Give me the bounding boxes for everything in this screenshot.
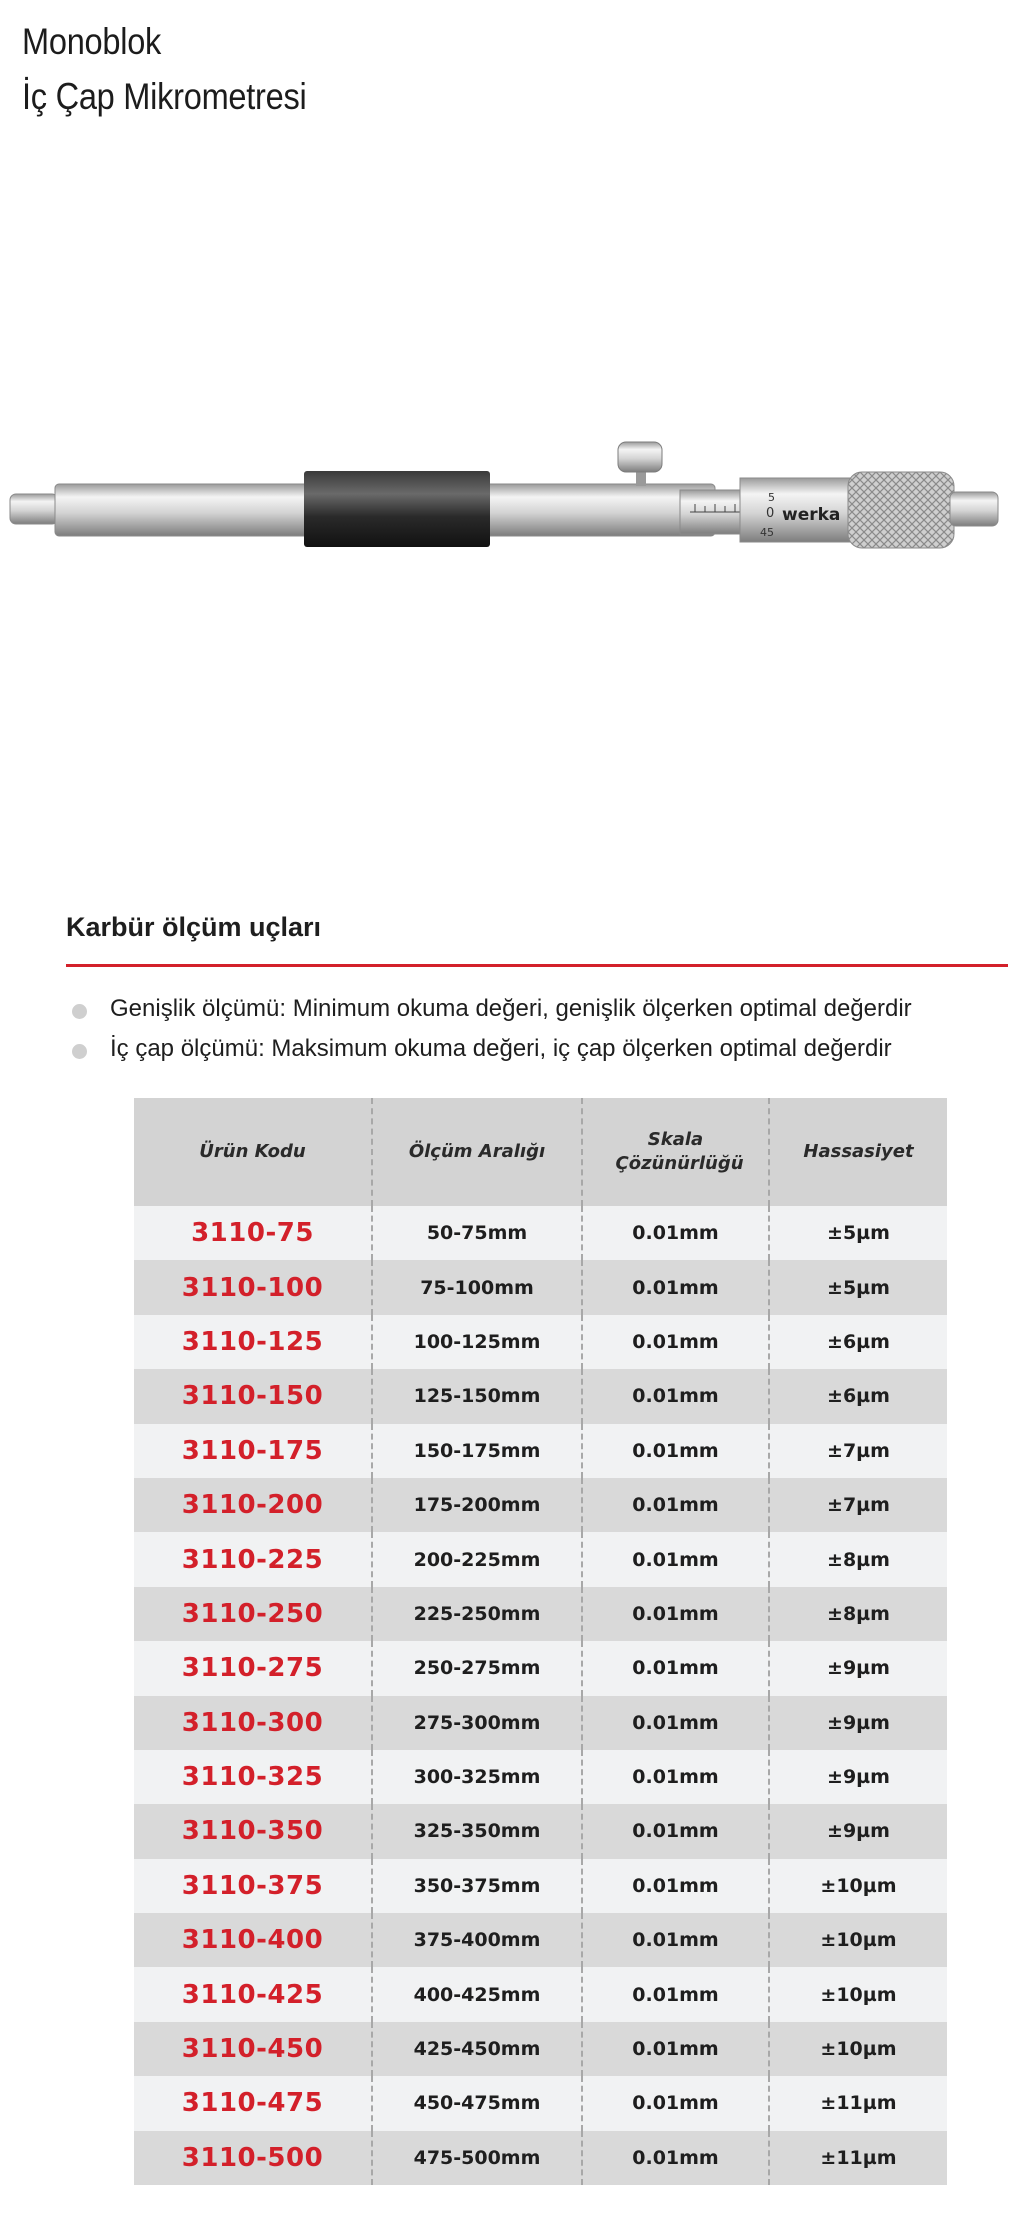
table-row: [134, 2131, 947, 2185]
resolution-cell: 0.01mm: [583, 1260, 770, 1314]
table-row: [134, 1804, 947, 1858]
scale-mark-top: 5: [768, 491, 775, 504]
product-code-cell: 3110-200: [134, 1478, 373, 1532]
resolution-cell: 0.01mm: [583, 1532, 770, 1586]
header-resolution: [583, 1098, 770, 1206]
scale-mark-bottom: 45: [760, 526, 774, 539]
range-cell: 250-275mm: [373, 1641, 583, 1695]
product-code-cell: 3110-375: [134, 1859, 373, 1913]
accuracy-cell: ±9µm: [827, 1657, 890, 1680]
right-anvil: [950, 492, 998, 526]
product-code-cell: 3110-275: [134, 1641, 373, 1695]
range-cell: 75-100mm: [373, 1260, 583, 1314]
range-cell: 425-450mm: [373, 2022, 583, 2076]
table-row: [134, 1913, 947, 1967]
table-row: [134, 1967, 947, 2021]
accuracy-cell: ±6µm: [827, 1330, 890, 1353]
grip-sleeve: [304, 471, 490, 547]
table-row: [134, 1369, 947, 1423]
table-body: [134, 1206, 947, 2185]
accuracy-cell: ±9µm: [827, 1820, 890, 1843]
range-cell: 450-475mm: [373, 2076, 583, 2130]
range-cell: 325-350mm: [373, 1804, 583, 1858]
resolution-cell: 0.01mm: [583, 1424, 770, 1478]
accuracy-cell: ±9µm: [827, 1711, 890, 1734]
product-code-cell: 3110-475: [134, 2076, 373, 2130]
accuracy-cell: ±7µm: [827, 1439, 890, 1462]
left-anvil: [10, 494, 58, 524]
product-code-cell: 3110-125: [134, 1315, 373, 1369]
product-code-cell: 3110-350: [134, 1804, 373, 1858]
product-code-cell: 3110-450: [134, 2022, 373, 2076]
accuracy-cell: ±5µm: [827, 1276, 890, 1299]
accuracy-cell: ±11µm: [820, 2146, 897, 2169]
resolution-cell: 0.01mm: [583, 2076, 770, 2130]
brand-label: werka: [782, 505, 841, 525]
resolution-cell: 0.01mm: [583, 2022, 770, 2076]
scale-mark-zero: 0: [766, 506, 775, 521]
product-code-cell: 3110-225: [134, 1532, 373, 1586]
product-code-cell: 3110-500: [134, 2131, 373, 2185]
table-row: [134, 2076, 947, 2130]
list-item: [66, 994, 1016, 1034]
feature-list: [66, 994, 1016, 1074]
table-row: [134, 1859, 947, 1913]
product-code-cell: 3110-250: [134, 1587, 373, 1641]
accuracy-cell: ±9µm: [827, 1766, 890, 1789]
product-code-cell: 3110-400: [134, 1913, 373, 1967]
range-cell: 400-425mm: [373, 1967, 583, 2021]
resolution-cell: 0.01mm: [583, 1967, 770, 2021]
table-row: [134, 1750, 947, 1804]
list-item: [66, 1034, 1016, 1074]
accuracy-cell: ±11µm: [820, 2092, 897, 2115]
range-cell: 125-150mm: [373, 1369, 583, 1423]
resolution-cell: 0.01mm: [583, 1587, 770, 1641]
title-line-1: Monoblok: [22, 21, 162, 62]
accuracy-cell: ±8µm: [827, 1548, 890, 1571]
accuracy-cell: ±8µm: [827, 1602, 890, 1625]
table-row: [134, 1641, 947, 1695]
accuracy-cell: ±10µm: [820, 1874, 897, 1897]
range-cell: 375-400mm: [373, 1913, 583, 1967]
micrometer-image: [0, 420, 1024, 600]
product-code-cell: 3110-425: [134, 1967, 373, 2021]
header-range: Ölçüm Aralığı: [373, 1098, 583, 1206]
range-cell: 200-225mm: [373, 1532, 583, 1586]
spec-table: [134, 1098, 947, 2185]
table-header: [134, 1098, 947, 1206]
resolution-cell: 0.01mm: [583, 1913, 770, 1967]
accuracy-cell: ±5µm: [827, 1222, 890, 1245]
product-code-cell: 3110-300: [134, 1696, 373, 1750]
bullet-dot-icon: [72, 1004, 87, 1019]
range-cell: 275-300mm: [373, 1696, 583, 1750]
list-item-text: İç çap ölçümü: Maksimum okuma değeri, iç çap ölçerken optimal değerdir: [110, 1035, 892, 1062]
product-code-cell: 3110-150: [134, 1369, 373, 1423]
range-cell: 350-375mm: [373, 1859, 583, 1913]
bullet-dot-icon: [72, 1044, 87, 1059]
table-row: [134, 1260, 947, 1314]
list-item-text: Genişlik ölçümü: Minimum okuma değeri, genişlik ölçerken optimal değerdir: [110, 995, 912, 1022]
product-code-cell: 3110-75: [134, 1206, 373, 1260]
table-row: [134, 1206, 947, 1260]
product-code-cell: 3110-175: [134, 1424, 373, 1478]
header-accuracy: Hassasiyet: [803, 1141, 914, 1162]
table-row: [134, 2022, 947, 2076]
resolution-cell: 0.01mm: [583, 2131, 770, 2185]
range-cell: 225-250mm: [373, 1587, 583, 1641]
range-cell: 150-175mm: [373, 1424, 583, 1478]
page-title: [22, 14, 306, 124]
header-product-code: Ürün Kodu: [134, 1098, 373, 1206]
resolution-cell: 0.01mm: [583, 1369, 770, 1423]
knurled-ratchet: [848, 472, 954, 548]
table-row: [134, 1532, 947, 1586]
table-row: [134, 1587, 947, 1641]
table-row: [134, 1478, 947, 1532]
accuracy-cell: ±10µm: [820, 1929, 897, 1952]
title-line-2: İç Çap Mikrometresi: [22, 76, 307, 117]
resolution-cell: 0.01mm: [583, 1206, 770, 1260]
resolution-cell: 0.01mm: [583, 1478, 770, 1532]
table-row: [134, 1315, 947, 1369]
range-cell: 50-75mm: [373, 1206, 583, 1260]
table-row: [134, 1696, 947, 1750]
range-cell: 100-125mm: [373, 1315, 583, 1369]
resolution-cell: 0.01mm: [583, 1804, 770, 1858]
resolution-cell: 0.01mm: [583, 1696, 770, 1750]
accuracy-cell: ±10µm: [820, 2038, 897, 2061]
product-code-cell: 3110-325: [134, 1750, 373, 1804]
product-code-cell: 3110-100: [134, 1260, 373, 1314]
resolution-cell: 0.01mm: [583, 1641, 770, 1695]
range-cell: 175-200mm: [373, 1478, 583, 1532]
accuracy-cell: ±7µm: [827, 1494, 890, 1517]
resolution-cell: 0.01mm: [583, 1315, 770, 1369]
resolution-cell: 0.01mm: [583, 1859, 770, 1913]
lock-knob: [618, 442, 662, 472]
range-cell: 475-500mm: [373, 2131, 583, 2185]
accuracy-cell: ±10µm: [820, 1983, 897, 2006]
table-row: [134, 1424, 947, 1478]
section-heading: Karbür ölçüm uçları: [66, 912, 322, 942]
header-resolution-text: Skala Çözünürlüğü: [615, 1129, 744, 1174]
section-divider: [66, 964, 1008, 967]
resolution-cell: 0.01mm: [583, 1750, 770, 1804]
accuracy-cell: ±6µm: [827, 1385, 890, 1408]
range-cell: 300-325mm: [373, 1750, 583, 1804]
